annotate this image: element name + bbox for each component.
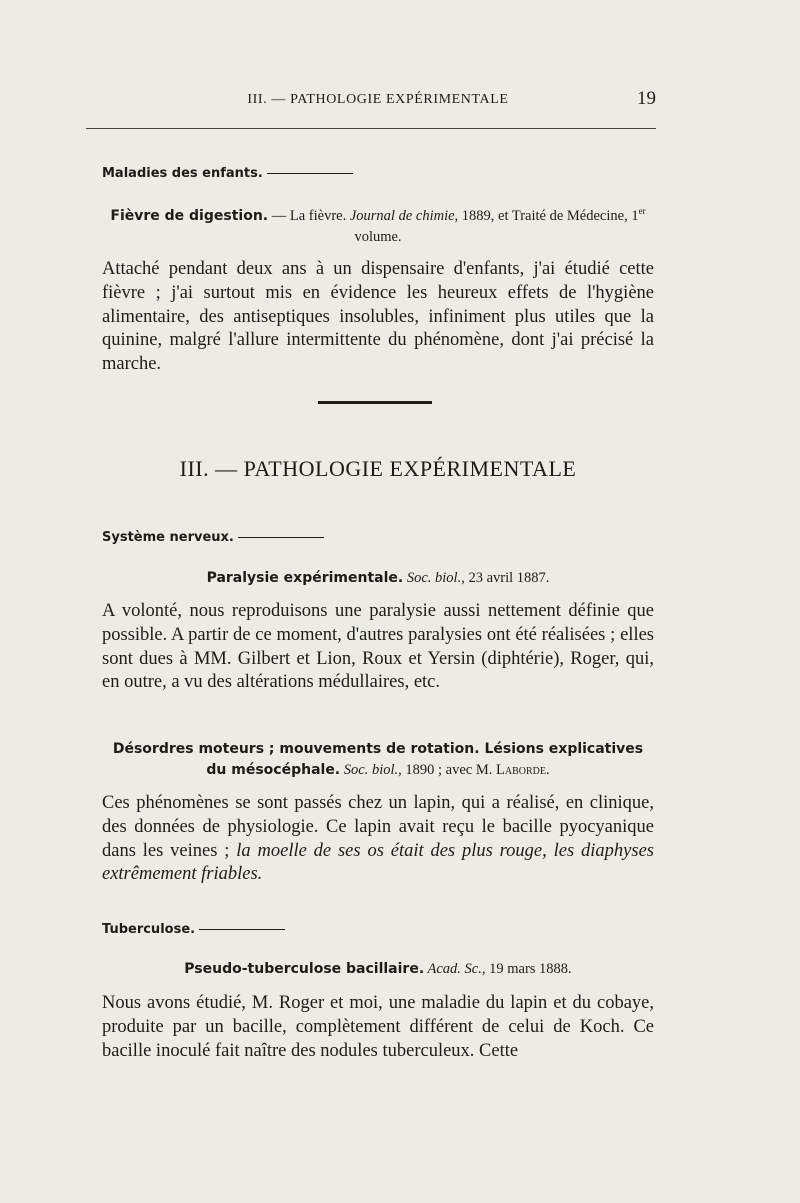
entry-text: , 1890 ; avec M. [398, 762, 496, 778]
entry-text: — La fièvre. [268, 207, 350, 224]
entry-journal: Acad. Sc. [424, 961, 482, 977]
paragraph-italic-text: la moelle de ses os était des plus rouge, les diaphyses extrêmement friables. [102, 840, 654, 885]
paragraph-pseudo-tuberculose: Nous avons étudié, M. Roger et moi, une maladie du lapin et du cobaye, produite par un bacille, complètement différent de celui de Koch. Ce bacille inoculé fait naître des nodules tuberculeux. Cette [102, 993, 654, 1061]
section-heading-text: Tuberculose. [102, 922, 196, 937]
entry-author: Laborde [496, 762, 546, 778]
entry-pseudo-tuberculose [102, 959, 654, 980]
entry-paralysie [102, 568, 654, 589]
paragraph-fievre: Attaché pendant deux ans à un dispensaire d'enfants, j'ai étudié cette fièvre ; j'ai surtout mis en évidence les heureux effets de l'hygiène alimentaire, des antiseptiques insolubles, infiniment plus utiles que la quinine, malgré l'allure intermittente du phénomène, dont j'ai précisé la marche. [102, 259, 654, 375]
running-head [102, 88, 656, 112]
entry-title: Fièvre de digestion. [110, 207, 269, 224]
section-divider-rule [318, 401, 432, 404]
heading-rule [199, 929, 285, 930]
entry-text: . [545, 762, 550, 778]
paragraph-paralysie: A volonté, nous reproduisons une paralysie aussi nettement définie que possible. A partir de ce moment, d'autres paralysies ont été réalisées ; elles sont dues à MM. Gilbert et Lion, Roux et Yersin (diphtérie), Roger, qui, en outre, a vu des altérations médullaires, etc. [102, 601, 654, 693]
header-rule [86, 128, 656, 129]
section-heading-maladies [102, 166, 654, 181]
entry-text: , 19 mars 1888. [481, 961, 572, 977]
page-number: 19 [637, 88, 656, 109]
entry-text: , 1889, et Traité de Médecine, 1 [454, 207, 639, 224]
chapter-title: III. — PATHOLOGIE EXPÉRIMENTALE [179, 456, 577, 481]
entry-superscript: er [638, 206, 646, 216]
section-heading-tuberculose [102, 922, 654, 937]
entry-journal: Journal de chimie [349, 207, 455, 224]
paragraph-desordres [102, 792, 654, 887]
entry-title: Paralysie expérimentale. [206, 570, 404, 586]
paragraph-text: Ces phénomènes se sont passés chez un lapin, qui a réalisé, en clinique, des données de physiologie. Ce lapin avait reçu le bacille pyocyanique dans les veines ; [102, 793, 654, 861]
heading-rule [238, 537, 324, 538]
section-heading-text: Système nerveux. [102, 530, 234, 545]
entry-title: Pseudo-tuberculose bacillaire. [184, 961, 425, 977]
entry-title: Désordres moteurs ; mouvements de rotation. Lésions explicatives du mésocéphale. [112, 741, 644, 778]
entry-journal: Soc. biol. [403, 570, 462, 586]
section-heading-systeme [102, 530, 654, 545]
entry-text: volume. [354, 228, 402, 245]
entry-text: , 23 avril 1887. [461, 570, 550, 586]
entry-fievre-digestion [102, 201, 654, 248]
section-heading-text: Maladies des enfants. [102, 166, 263, 181]
entry-desordres [102, 739, 654, 781]
running-head-title: III. — PATHOLOGIE EXPÉRIMENTALE [247, 92, 509, 107]
entry-journal: Soc. biol. [340, 762, 399, 778]
heading-rule [267, 173, 353, 174]
